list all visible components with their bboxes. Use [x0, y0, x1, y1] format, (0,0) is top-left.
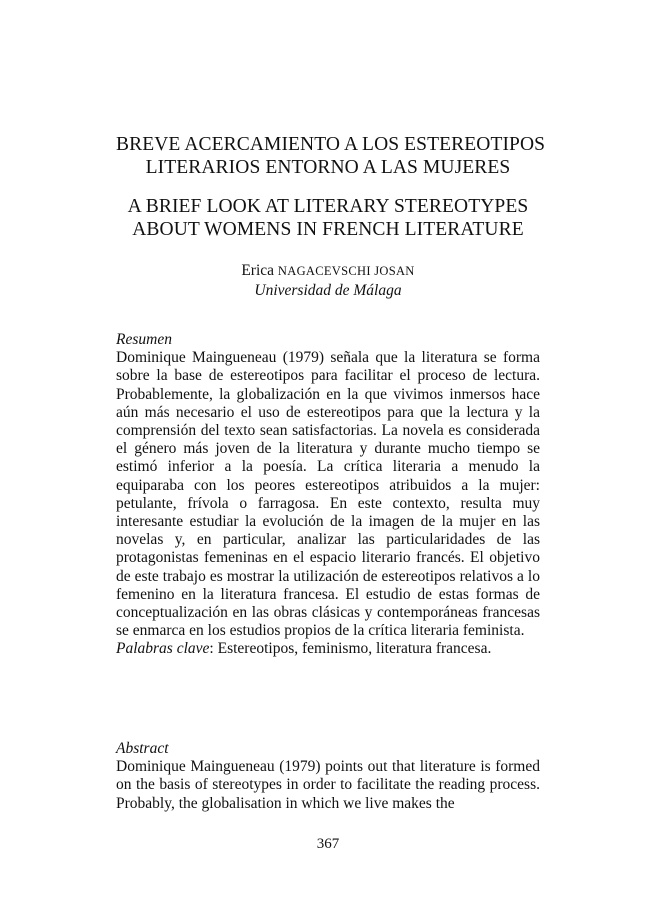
keywords-label: Palabras clave: [116, 640, 210, 658]
spanish-title: [116, 133, 546, 179]
resumen-body: Dominique Maingueneau (1979) señala que la literatura se forma sobre la base de estereotipos para facilitar el proceso de lectura. Probablemente, la globalización en la que vivimos inmersos hace aún más necesario el uso de estereotipos para que la lectura y la comprensión del texto sean satisfactorias. La novela es considerada el género más joven de la literatura y durante mucho tiempo se estimó inferior a la poesía. La crítica literaria a menudo la equiparaba con los peores estereotipos atribuidos a la mujer: petulante, frívola o farragosa. En este contexto, resulta muy interesante estudiar la evolución de la imagen de la mujer en las novelas y, en particular, analizar las particularidades de las protagonistas femeninas en el espacio literario francés. El objetivo de este trabajo es mostrar la utilización de estereotipos relativos a lo femenino en la literatura francesa. El estudio de estas formas de conceptualización en las obras clásicas y contemporáneas francesas se enmarca en los estudios propios de la crítica literaria feminista.: [116, 349, 540, 640]
spanish-title-line-2: LITERARIOS ENTORNO A LAS MUJERES: [145, 157, 511, 178]
author-name: [116, 261, 540, 281]
title-block: [116, 133, 546, 241]
abstract-heading: Abstract: [116, 740, 169, 757]
abstract-body: Dominique Maingueneau (1979) points out that literature is formed on the basis of stereotypes in order to facilitate the reading process. Probably, the globalisation in which we live makes the: [116, 758, 540, 812]
resumen-section: [116, 331, 540, 659]
english-title: [116, 195, 540, 241]
author-affiliation: Universidad de Málaga: [254, 282, 402, 299]
keywords-line: [116, 640, 540, 658]
english-title-line-1: A BRIEF LOOK AT LITERARY STEREOTYPES: [127, 196, 529, 217]
spanish-title-line-1: BREVE ACERCAMIENTO A LOS ESTEREOTIPOS: [116, 134, 546, 155]
author-block: [116, 261, 540, 300]
article-page: [116, 0, 546, 918]
keywords-list: : Estereotipos, feminismo, literatura francesa.: [209, 640, 492, 658]
page-number: 367: [316, 836, 340, 852]
author-surname: NAGACEVSCHI JOSAN: [277, 264, 415, 278]
resumen-heading: Resumen: [116, 331, 172, 348]
abstract-section: [116, 740, 540, 813]
english-title-line-2: ABOUT WOMENS IN FRENCH LITERATURE: [132, 219, 524, 240]
author-first-name: Erica: [241, 262, 275, 279]
